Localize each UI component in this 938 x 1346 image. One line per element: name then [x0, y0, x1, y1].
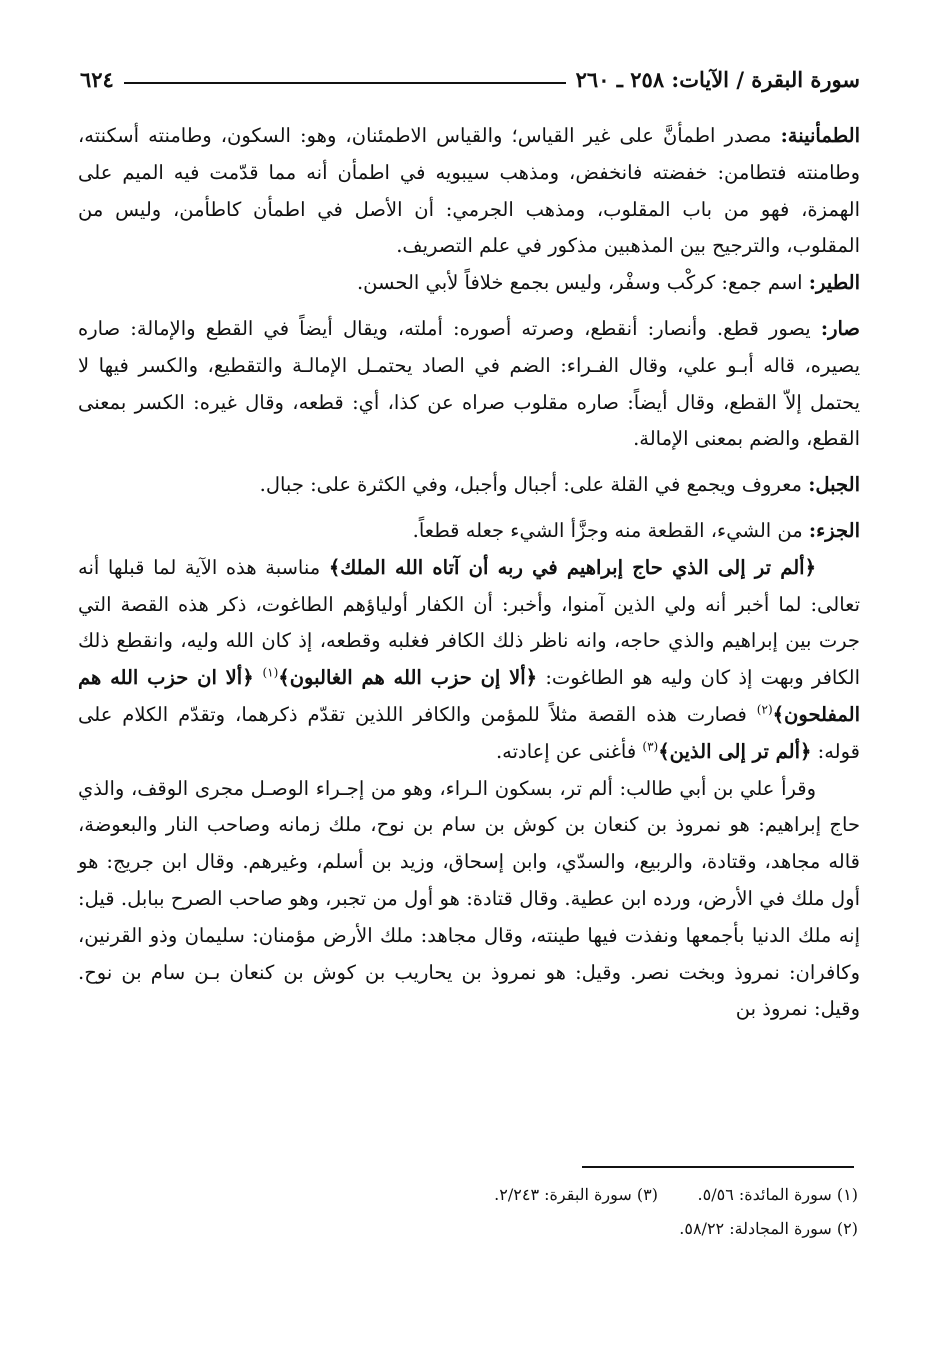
verse-quote: ﴿ألم تر إلى الذي حاج إبراهيم في ربه أن آتاه الله الملك﴾	[328, 555, 816, 579]
definition-paragraph	[78, 118, 860, 265]
header-rule	[124, 82, 566, 84]
exegesis-text: فصارت هذه القصة مثلاً للمؤمن والكافر اللذين تقدّم ذكرهما، وتقدّم الكلام على قوله:	[78, 702, 860, 763]
definition-paragraph	[78, 311, 860, 458]
page-number: ٦٢٤	[80, 66, 114, 92]
footnote-row	[80, 1178, 858, 1212]
exegesis-text: فأغنى عن إعادته.	[495, 739, 643, 763]
definition: مصدر اطمأنَّ على غير القياس؛ والقياس الاطمئنان، وهو: السكون، وطامنته أسكنته، وطامنته فتطامن: خفضته فانخفض، ومذهب سيبويه في اطمأن أنه مما قدّمت فيه الميم على الهمزة، فهو من باب المقلوب، ومذهب الجرمي: أن الأصل في اطمأن كاطأمن، وليس من المقلوب، والترجيح بين المذهبين مذكور في علم التصريف.	[78, 124, 860, 258]
footnote-ref[interactable]: (٢)	[756, 702, 773, 717]
term: الطير:	[808, 271, 860, 295]
verse-quote: ﴿ألا إن حزب الله هم الغالبون﴾	[278, 666, 538, 690]
definition-paragraph	[78, 265, 860, 302]
term: الطمأنينة:	[780, 124, 860, 147]
definition: معروف ويجمع في القلة على: أجبال وأجبل، وفي الكثرة على: جبال.	[259, 473, 809, 497]
reading-paragraph: وقرأ علي بن أبي طالب: ألم تر، بسكون الـراء، وهو من إجـراء الوصـل مجرى الوقف، والذي حاج إبراهيم: هو نمروذ بن كنعان بن كوش بن سام بن نوح، ملك زمانه وصاحب النار والبعوضة، قاله مجاهد، وقتادة، والربيع، والسدّي، وابن إسحاق، وزيد بن أسلم، وغيرهم. وقال ابن جريج: هو أول ملك في الأرض، ورده ابن عطية. وقال قتادة: هو أول من تجبر، وهو صاحب الصرح ببابل. قيل: إنه ملك الدنيا بأجمعها ونفذت فيها طينته، وقال مجاهد: ملك الأرض مؤمنان: سليمان وذو القرنين، وكافران: نمروذ وبخت نصر. وقيل: هو نمروذ بن يحاريب بن كوش بن كنعان بـن سام بن نوح. وقيل: نمروذ بن	[78, 776, 860, 1021]
footnote: (٣) سورة البقرة: ٢/٢٤٣.	[494, 1185, 658, 1204]
term: الجزء:	[808, 518, 860, 542]
footnotes	[80, 1178, 858, 1246]
definition: اسم جمع: كركْب وسفْر، وليس بجمع خلافاً لأبي الحسن.	[356, 271, 809, 295]
exegesis-text: مناسبة هذه الآية لما قبلها أنه تعالى: لما أخبر أنه ولي الذين آمنوا، وأخبر: أن الكفار أولياؤهم الطاغوت، ذكر هذه القصة التي جرت بين إبراهيم والذي حاجه، وانه ناظر ذلك الكافر فغلبه وقطعه، إذ كان الله وليه، وانقطع ذلك الكافر وبهت إذ كان وليه هو الطاغوت:	[78, 555, 861, 690]
verse-quote: ﴿ألم تر إلى الذين﴾	[658, 739, 812, 763]
footnote: (٢) سورة المجادلة: ٥٨/٢٢.	[679, 1219, 858, 1238]
footnote-row	[80, 1212, 858, 1246]
footnote: (١) سورة المائدة: ٥/٥٦.	[697, 1185, 858, 1204]
header-title: سورة البقرة / الآيات: ٢٥٨ ـ ٢٦٠	[575, 66, 860, 92]
exegesis-paragraph	[78, 550, 860, 771]
running-header	[80, 62, 860, 96]
definition: من الشيء، القطعة منه وجزَّأ الشيء جعله قطعاً.	[412, 518, 809, 542]
main-text	[78, 118, 860, 1028]
footnote-ref[interactable]: (٣)	[642, 739, 659, 754]
footnote-rule	[582, 1166, 854, 1168]
definition: يصور قطع. وأنصار: أنقطع، وصرته أصوره: أملته، ويقال أيضاً في القطع والإمالة: صاره يصيره، قاله أبـو علي، وقال الفـراء: الضم في الصاد يحتمـل الإمالـة والتقطيع، والكسر فيها لا يحتمل إلاّ القطع، وقال أيضاً: صاره مقلوب صراه عن كذا، أي: قطعه، وقال غيره: الكسر بمعنى القطع، والضم بمعنى الإمالة.	[78, 316, 860, 451]
term: الجبل:	[808, 473, 860, 497]
verse-quote: ﴿ألا ان حزب الله هم المفلحون﴾	[78, 666, 860, 726]
definition-paragraph	[78, 467, 860, 504]
definition-paragraph	[78, 513, 860, 550]
footnote-ref[interactable]: (١)	[262, 665, 279, 680]
term: صار:	[820, 316, 860, 340]
